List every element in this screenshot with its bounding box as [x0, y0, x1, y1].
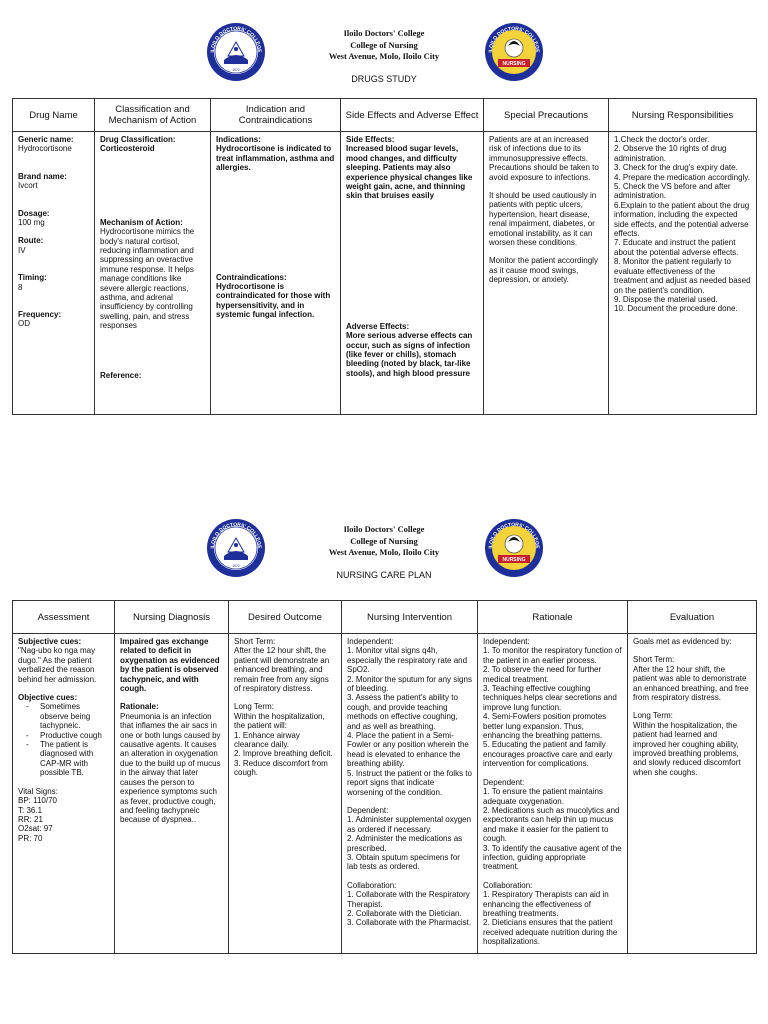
intervention-item: 3. Assess the patient's ability to cough, and provide teaching methods on effective coughing, and as well as breathing.	[347, 693, 458, 731]
drug-study-row	[13, 132, 757, 415]
contraindications-label: Contraindications:	[216, 272, 287, 282]
college-name: Iloilo Doctors' College	[343, 524, 425, 534]
dependent-label: Dependent:	[483, 777, 525, 787]
intervention-item: 2. Monitor the sputum for any signs of bleeding.	[347, 674, 472, 694]
responsibility-item: 6.Explain to the patient about the drug information, including the expected side effects, and the potential adverse effects.	[614, 200, 750, 239]
brand-name-value: Ivcort	[18, 181, 38, 191]
diagnosis-rationale-text: Pneumonia is an infection that inflames the air sacs in one or both lungs caused by causative agents. It causes an alteration in oxygenation due to the build up of mucus in the airway that later causes the person to experience symptoms such as fever, productive cough, and feeling tachypneic because of dyspnea..	[120, 711, 221, 825]
long-term-item: 2. Improve breathing deficit.	[234, 749, 333, 759]
dosage-value: 100 mg	[18, 218, 45, 228]
subjective-cues-label: Subjective cues:	[18, 637, 82, 646]
col-header-desired-outcome: Desired Outcome	[229, 601, 342, 634]
drug-name-cell	[13, 132, 95, 415]
responsibilities-cell	[609, 132, 757, 415]
short-term-label: Short Term:	[234, 637, 276, 646]
intervention-item: 2. Collaborate with the Dietician.	[347, 908, 462, 918]
evaluation-cell	[628, 634, 757, 954]
precaution-item: Monitor the patient accordingly as it cause mood swings, depression, or anxiety.	[489, 256, 598, 285]
col-header-indication: Indication and Contraindications	[211, 99, 341, 132]
col-header-nursing-intervention: Nursing Intervention	[342, 601, 478, 634]
responsibility-item: 2. Observe the 10 rights of drug administration.	[614, 144, 727, 163]
frequency-value: OD	[18, 319, 30, 329]
adverse-effects-text: More serious adverse effects can occur, such as signs of infection (like fever or chills), stomach bleeding (noted by black, tar-like stools), and high blood pressure	[346, 331, 473, 378]
nursing-diagnosis-text: Impaired gas exchange related to deficit in oxygenation as evidenced by the patient is observed tachypneic, and with cough.	[120, 637, 220, 694]
responsibility-item: 8. Monitor the patient regularly to evaluate effectiveness of the treatment and adjust as needed based on the patient's condition.	[614, 257, 751, 295]
svg-text:ILOILO DOCTORS' COLLEGE: ILOILO DOCTORS' COLLEGE	[209, 521, 263, 549]
col-header-rationale: Rationale	[478, 601, 628, 634]
vital-sign-item: T: 36.1	[18, 805, 43, 815]
long-term-item: 1. Enhance airway clearance daily.	[234, 730, 300, 750]
college-dept: College of Nursing	[350, 40, 418, 50]
route-label: Route:	[18, 236, 44, 246]
timing-label: Timing:	[18, 273, 47, 283]
intervention-item: 3. Obtain sputum specimens for lab tests as ordered.	[347, 852, 460, 872]
rationale-cell	[478, 634, 628, 954]
svg-text:NURSING: NURSING	[502, 557, 526, 563]
col-header-drug-name: Drug Name	[13, 99, 95, 132]
contraindications-text: Hydrocortisone is contraindicated for those with hypersensitivity, and in systemic fungal infection.	[216, 282, 331, 320]
svg-text:ILOILO DOCTORS' COLLEGE: ILOILO DOCTORS' COLLEGE	[209, 25, 263, 53]
side-effects-text: Increased blood sugar levels, mood changes, and difficulty sleeping. Patients may also experience physical changes like weight gain, acne, and thinning skin that bruises easily	[346, 144, 473, 201]
drug-classification-value: Corticosteroid	[100, 144, 155, 154]
assessment-cell	[13, 634, 115, 954]
intervention-item: 1. Administer supplemental oxygen as ordered if necessary.	[347, 815, 472, 834]
reference-label: Reference:	[100, 370, 142, 380]
precaution-item: It should be used cautiously in patients with peptic ulcers, hypertension, heart disease, renal impairment, diabetes, or emotional instability, as it can worsen these conditions.	[489, 191, 597, 248]
care-plan-header	[0, 514, 768, 584]
brand-name-label: Brand name:	[18, 171, 67, 181]
svg-text:ILOILO DOCTORS' COLLEGE: ILOILO DOCTORS' COLLEGE	[487, 521, 541, 549]
objective-cue-item: - The patient is diagnosed with CAP-MR with possible TB.	[40, 740, 109, 778]
care-plan-header-row	[13, 601, 757, 634]
vital-sign-item: RR: 21	[18, 814, 43, 824]
collaboration-label: Collaboration:	[347, 880, 397, 890]
diagnosis-cell	[115, 634, 229, 954]
care-plan-table	[12, 600, 757, 954]
intervention-item: 3. Collaborate with the Pharmacist.	[347, 918, 472, 928]
independent-label: Independent:	[483, 637, 530, 646]
mechanism-label: Mechanism of Action:	[100, 217, 183, 227]
care-plan-title: NURSING CARE PLAN	[336, 570, 432, 580]
drug-study-header-row	[13, 99, 757, 132]
dependent-label: Dependent:	[347, 805, 389, 815]
drug-classification-label: Drug Classification:	[100, 135, 176, 144]
mechanism-text: Hydrocortisone mimics the body's natural cortisol, reducing inflammation and suppressing an overactive immune response. It helps manage conditions like severe allergic reactions, asthma, and adrenal insufficiency by controlling swelling, pain, and stress responses	[100, 227, 195, 331]
care-plan-row	[13, 634, 757, 954]
objective-cues-list	[18, 702, 109, 777]
precautions-cell	[484, 132, 609, 415]
indications-text: Hydrocortisone is indicated to treat inflammation, asthma and allergies.	[216, 144, 335, 173]
outcome-cell	[229, 634, 342, 954]
diagnosis-rationale-label: Rationale:	[120, 702, 159, 712]
rationale-item: 1. Respiratory Therapists can aid in enhancing the effectiveness of breathing treatments.	[483, 890, 609, 918]
timing-value: 8	[18, 282, 23, 292]
indication-cell	[211, 132, 341, 415]
long-term-item: 3. Reduce discomfort from cough.	[234, 758, 328, 778]
col-header-nursing-diagnosis: Nursing Diagnosis	[115, 601, 229, 634]
independent-label: Independent:	[347, 637, 394, 646]
college-name: Iloilo Doctors' College	[343, 28, 425, 38]
classification-cell	[95, 132, 211, 415]
col-header-side-effects: Side Effects and Adverse Effect	[341, 99, 484, 132]
frequency-label: Frequency:	[18, 310, 62, 320]
responsibility-item: 3. Check for the drug's expiry date.	[614, 163, 738, 173]
rationale-item: 2. Medications such as mucolytics and expectorants can help thin up mucus and make it easier for the patient to cough.	[483, 805, 620, 844]
side-effects-label: Side Effects:	[346, 135, 395, 144]
rationale-item: 2. To observe the need for further medical treatment.	[483, 665, 602, 684]
evaluation-intro: Goals met as evidenced by:	[633, 637, 732, 646]
precaution-item: Patients are at an increased risk of infections due to its immunosuppressive effects. Precautions should be taken to avoid exposure to infections.	[489, 135, 599, 182]
eval-long-term-text: Within the hospitalization, the patient had learned and improved her coughing ability, improved breathing problems, and slowly reduced discomfort when she coughs.	[633, 720, 741, 777]
col-header-evaluation: Evaluation	[628, 601, 757, 634]
responsibility-item: 4. Prepare the medication accordingly.	[614, 172, 750, 182]
responsibility-item: 9. Dispose the material used.	[614, 294, 718, 304]
responsibility-item: 10. Document the procedure done.	[614, 304, 738, 314]
col-header-assessment: Assessment	[13, 601, 115, 634]
drug-study-header	[0, 18, 768, 88]
college-dept: College of Nursing	[350, 536, 418, 546]
rationale-item: 1. To monitor the respiratory function of the patient in an earlier process.	[483, 646, 622, 665]
intervention-item: 4. Place the patient in a Semi-Fowler or any position wherein the head is elevated to enhance the breathing ability.	[347, 731, 469, 769]
col-header-classification: Classification and Mechanism of Action	[95, 99, 211, 132]
responsibility-item: 5. Check the VS before and after administration.	[614, 182, 731, 201]
drug-study-table	[12, 98, 757, 415]
rationale-item: 3. To identify the causative agent of the infection, guiding appropriate treatment.	[483, 843, 622, 872]
rationale-item: 4. Semi-Fowlers position promotes better lung expansion. Thus, enhancing the breathing patterns.	[483, 712, 607, 741]
eval-short-term-text: After the 12 hour shift, the patient was able to demonstrate an enhanced breathing, and free from respiratory distress.	[633, 664, 749, 703]
intervention-item: 1. Monitor vital signs q4h, especially the respiratory rate and SpO2.	[347, 646, 468, 675]
svg-text:1972: 1972	[232, 68, 240, 72]
intervention-cell	[342, 634, 478, 954]
vital-sign-item: BP: 110/70	[18, 796, 57, 806]
rationale-item: 1. To ensure the patient maintains adequate oxygenation.	[483, 787, 603, 806]
col-header-responsibilities: Nursing Responsibilities	[609, 99, 757, 132]
vital-sign-item: PR: 70	[18, 833, 43, 843]
dosage-label: Dosage:	[18, 208, 50, 218]
eval-long-term-label: Long Term:	[633, 711, 673, 721]
svg-text:ILOILO DOCTORS' COLLEGE: ILOILO DOCTORS' COLLEGE	[487, 25, 541, 53]
responsibility-item: 1.Check the doctor's order.	[614, 135, 710, 144]
col-header-precautions: Special Precautions	[484, 99, 609, 132]
objective-cues-label: Objective cues:	[18, 693, 78, 703]
drug-study-title: DRUGS STUDY	[351, 74, 417, 84]
intervention-item: 2. Administer the medications as prescribed.	[347, 834, 463, 853]
intervention-item: 5. Instruct the patient or the folks to report signs that indicate worsening of the condition.	[347, 768, 472, 797]
svg-text:NURSING: NURSING	[502, 61, 526, 67]
long-term-label: Long Term:	[234, 702, 274, 712]
college-address: West Avenue, Molo, Iloilo City	[328, 51, 440, 61]
adverse-effects-label: Adverse Effects:	[346, 321, 410, 331]
svg-text:1972: 1972	[232, 564, 240, 568]
side-effects-cell	[341, 132, 484, 415]
generic-name-label: Generic name:	[18, 135, 74, 144]
vital-signs-label: Vital Signs:	[18, 786, 58, 796]
eval-short-term-label: Short Term:	[633, 655, 675, 665]
indications-label: Indications:	[216, 135, 261, 144]
subjective-cues-text: "Nag-ubo ko nga may dugo." As the patient verbalized the reason behind her admission.	[18, 646, 97, 684]
objective-cue-item: - Productive cough	[40, 731, 109, 740]
rationale-item: 3. Teaching effective coughing techniques helps clear secretions and improve lung function.	[483, 684, 617, 712]
short-term-text: After the 12 hour shift, the patient will demonstrate an enhanced breathing, and remain free from any signs of respiratory distress.	[234, 646, 330, 694]
responsibility-item: 7. Educate and instruct the patient about the potential adverse effects.	[614, 238, 739, 257]
intervention-item: 1. Collaborate with the Respiratory Therapist.	[347, 890, 470, 909]
objective-cue-item: - Sometimes observe being tachypneic.	[40, 702, 109, 730]
rationale-item: 5. Educating the patient and family encourages proactive care and early intervention for complications.	[483, 740, 613, 769]
route-value: IV	[18, 245, 26, 255]
vital-sign-item: O2sat: 97	[18, 824, 53, 834]
college-address: West Avenue, Molo, Iloilo City	[328, 547, 440, 557]
generic-name-value: Hydrocortisone	[18, 144, 72, 154]
collaboration-label: Collaboration:	[483, 880, 533, 890]
rationale-item: 2. Dieticians ensures that the patient received adequate nutrition during the hospitalizations.	[483, 918, 618, 947]
long-term-intro: Within the hospitalization, the patient will:	[234, 711, 325, 731]
